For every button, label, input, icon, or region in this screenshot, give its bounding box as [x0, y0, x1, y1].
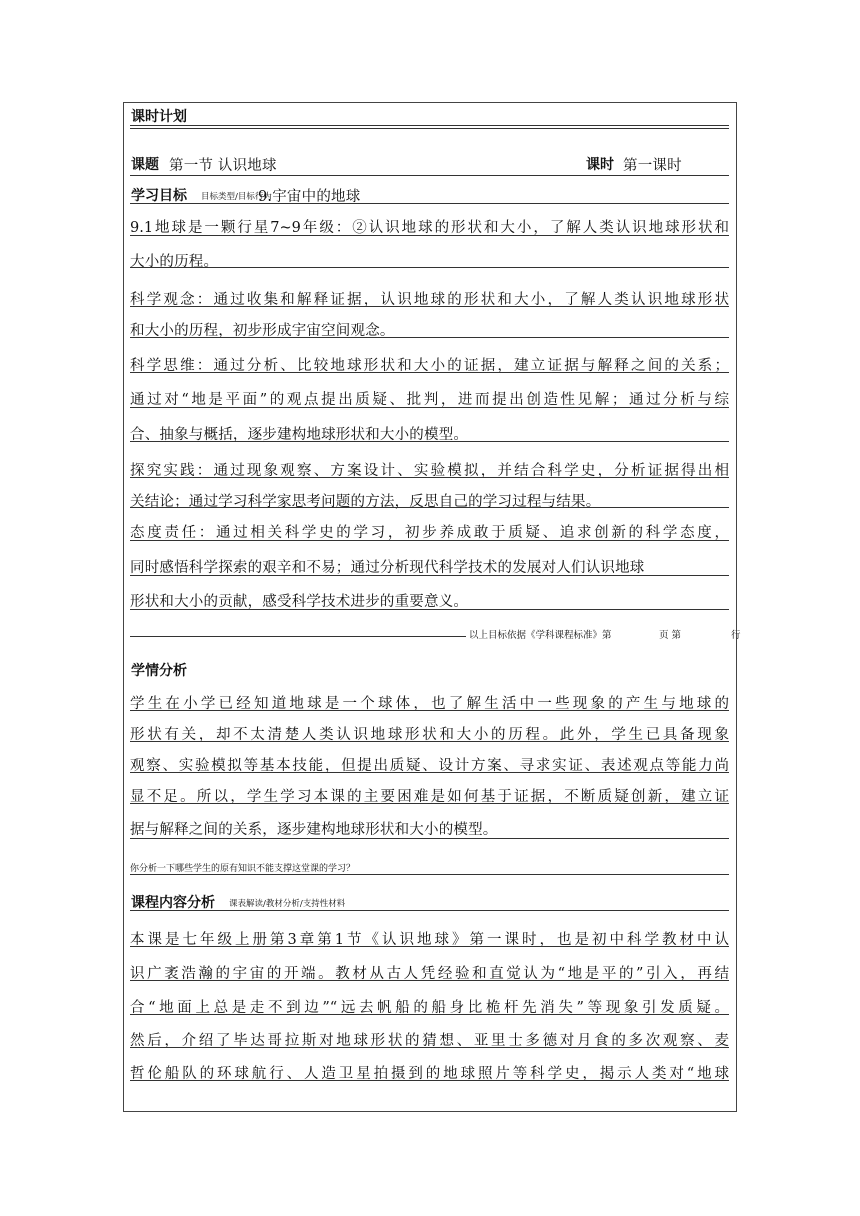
line-underline [130, 540, 729, 541]
content-line: 识广袤浩瀚的宇宙的开端。教材从古人凭经验和直觉认为“地是平的”引入，再结 [130, 966, 729, 982]
topic-divider [130, 175, 729, 176]
goal-underline [130, 609, 729, 610]
goal-line: 合、抽象与概括，逐步建构地球形状和大小的模型。 [130, 427, 469, 443]
content-line: 本课是七年级上册第3章第1节《认识地球》第一课时，也是初中科学教材中认 [130, 932, 729, 948]
line-underline [130, 741, 729, 742]
learner-underline [130, 838, 729, 839]
goal-underline [130, 337, 729, 338]
line-underline [130, 1014, 729, 1015]
period-value: 第一课时 [623, 158, 682, 174]
line-underline [130, 980, 729, 981]
goal-line: 同时感悟科学探索的艰辛和不易；通过分析现代科学技术的发展对人们认识地球 [130, 560, 645, 576]
topic-value: 第一节 认识地球 [169, 158, 277, 174]
content-divider [130, 910, 729, 911]
source-blank-line [130, 636, 466, 637]
content-note: 课表解读/教材分析/支持性材料 [229, 899, 346, 909]
goals-label: 学习目标 [131, 188, 187, 204]
line-underline [130, 372, 729, 373]
line-underline [130, 477, 729, 478]
title-divider [130, 125, 729, 129]
goals-note: 目标类型/目标行为 [201, 192, 272, 202]
goal-line: 科学思维：通过分析、比较地球形状和大小的证据，建立证据与解释之间的关系； [130, 358, 729, 374]
line-underline [130, 306, 729, 307]
learner-line: 显不足。所以，学生学习本课的主要困难是如何基于证据，不断质疑创新，建立证 [130, 789, 729, 805]
line-underline [130, 710, 729, 711]
goals-divider [130, 203, 729, 204]
learner-line: 据与解释之间的关系，逐步建构地球形状和大小的模型。 [130, 822, 498, 838]
goal-line: 关结论；通过学习科学家思考问题的方法，反思自己的学习过程与结果。 [130, 494, 601, 510]
goal-line: 9.1地球是一颗行星7~9年级：②认识地球的形状和大小，了解人类认识地球形状和 [130, 220, 729, 236]
line-underline [130, 772, 729, 773]
goal-line: 通过对“地是平面”的观点提出质疑、批判，进而提出创造性见解；通过分析与综 [130, 392, 729, 408]
line-underline [130, 803, 729, 804]
goal-line: 态度责任：通过相关科学史的学习，初步养成敢于质疑、追求创新的科学态度， [130, 525, 729, 541]
line-underline [130, 946, 729, 947]
source-row: 行 [731, 630, 741, 641]
line-underline [130, 1047, 729, 1048]
line-underline [130, 1080, 729, 1081]
goal-line: 大小的历程。 [130, 254, 219, 270]
learner-label: 学情分析 [131, 663, 187, 679]
goal-line: 和大小的历程，初步形成宇宙空间观念。 [130, 323, 395, 339]
source-prefix: 以上目标依据《学科课程标准》第 [469, 630, 612, 641]
page-title: 课时计划 [131, 109, 187, 125]
content-label: 课程内容分析 [131, 895, 215, 911]
content-line: 合“地面上总是走不到边”“远去帆船的船身比桅杆先消失”等现象引发质疑。 [130, 1000, 729, 1016]
goal-line: 探究实践：通过现象观察、方案设计、实验模拟，并结合科学史，分析证据得出相 [130, 463, 729, 479]
source-page: 页 第 [659, 630, 682, 641]
content-line: 然后，介绍了毕达哥拉斯对地球形状的猜想、亚里士多德对月食的多次观察、麦 [130, 1033, 729, 1049]
goals-topic: 9.宇宙中的地球 [258, 189, 361, 205]
learner-divider [130, 874, 729, 875]
topic-label: 课题 [131, 157, 159, 173]
learner-prompt: 你分析一下哪些学生的原有知识不能支撑这堂课的学习？ [130, 864, 356, 874]
learner-line: 形状有关，却不太清楚人类认识地球形状和大小的历程。此外，学生已具备现象 [130, 727, 729, 743]
goal-line: 科学观念：通过收集和解释证据，认识地球的形状和大小，了解人类认识地球形状 [130, 292, 729, 308]
goal-underline [130, 441, 729, 442]
line-underline [130, 235, 729, 236]
content-line: 哲伦船队的环球航行、人造卫星拍摄到的地球照片等科学史，揭示人类对“地球 [130, 1066, 729, 1082]
learner-line: 观察、实验模拟等基本技能，但提出质疑、设计方案、寻求实证、表述观点等能力尚 [130, 758, 729, 774]
line-underline [130, 575, 729, 576]
goal-underline [130, 267, 729, 268]
period-label: 课时 [586, 157, 614, 173]
goal-underline [130, 507, 729, 508]
goal-line: 形状和大小的贡献，感受科学技术进步的重要意义。 [130, 594, 469, 610]
learner-line: 学生在小学已经知道地球是一个球体，也了解生活中一些现象的产生与地球的 [130, 696, 729, 712]
line-underline [130, 407, 729, 408]
